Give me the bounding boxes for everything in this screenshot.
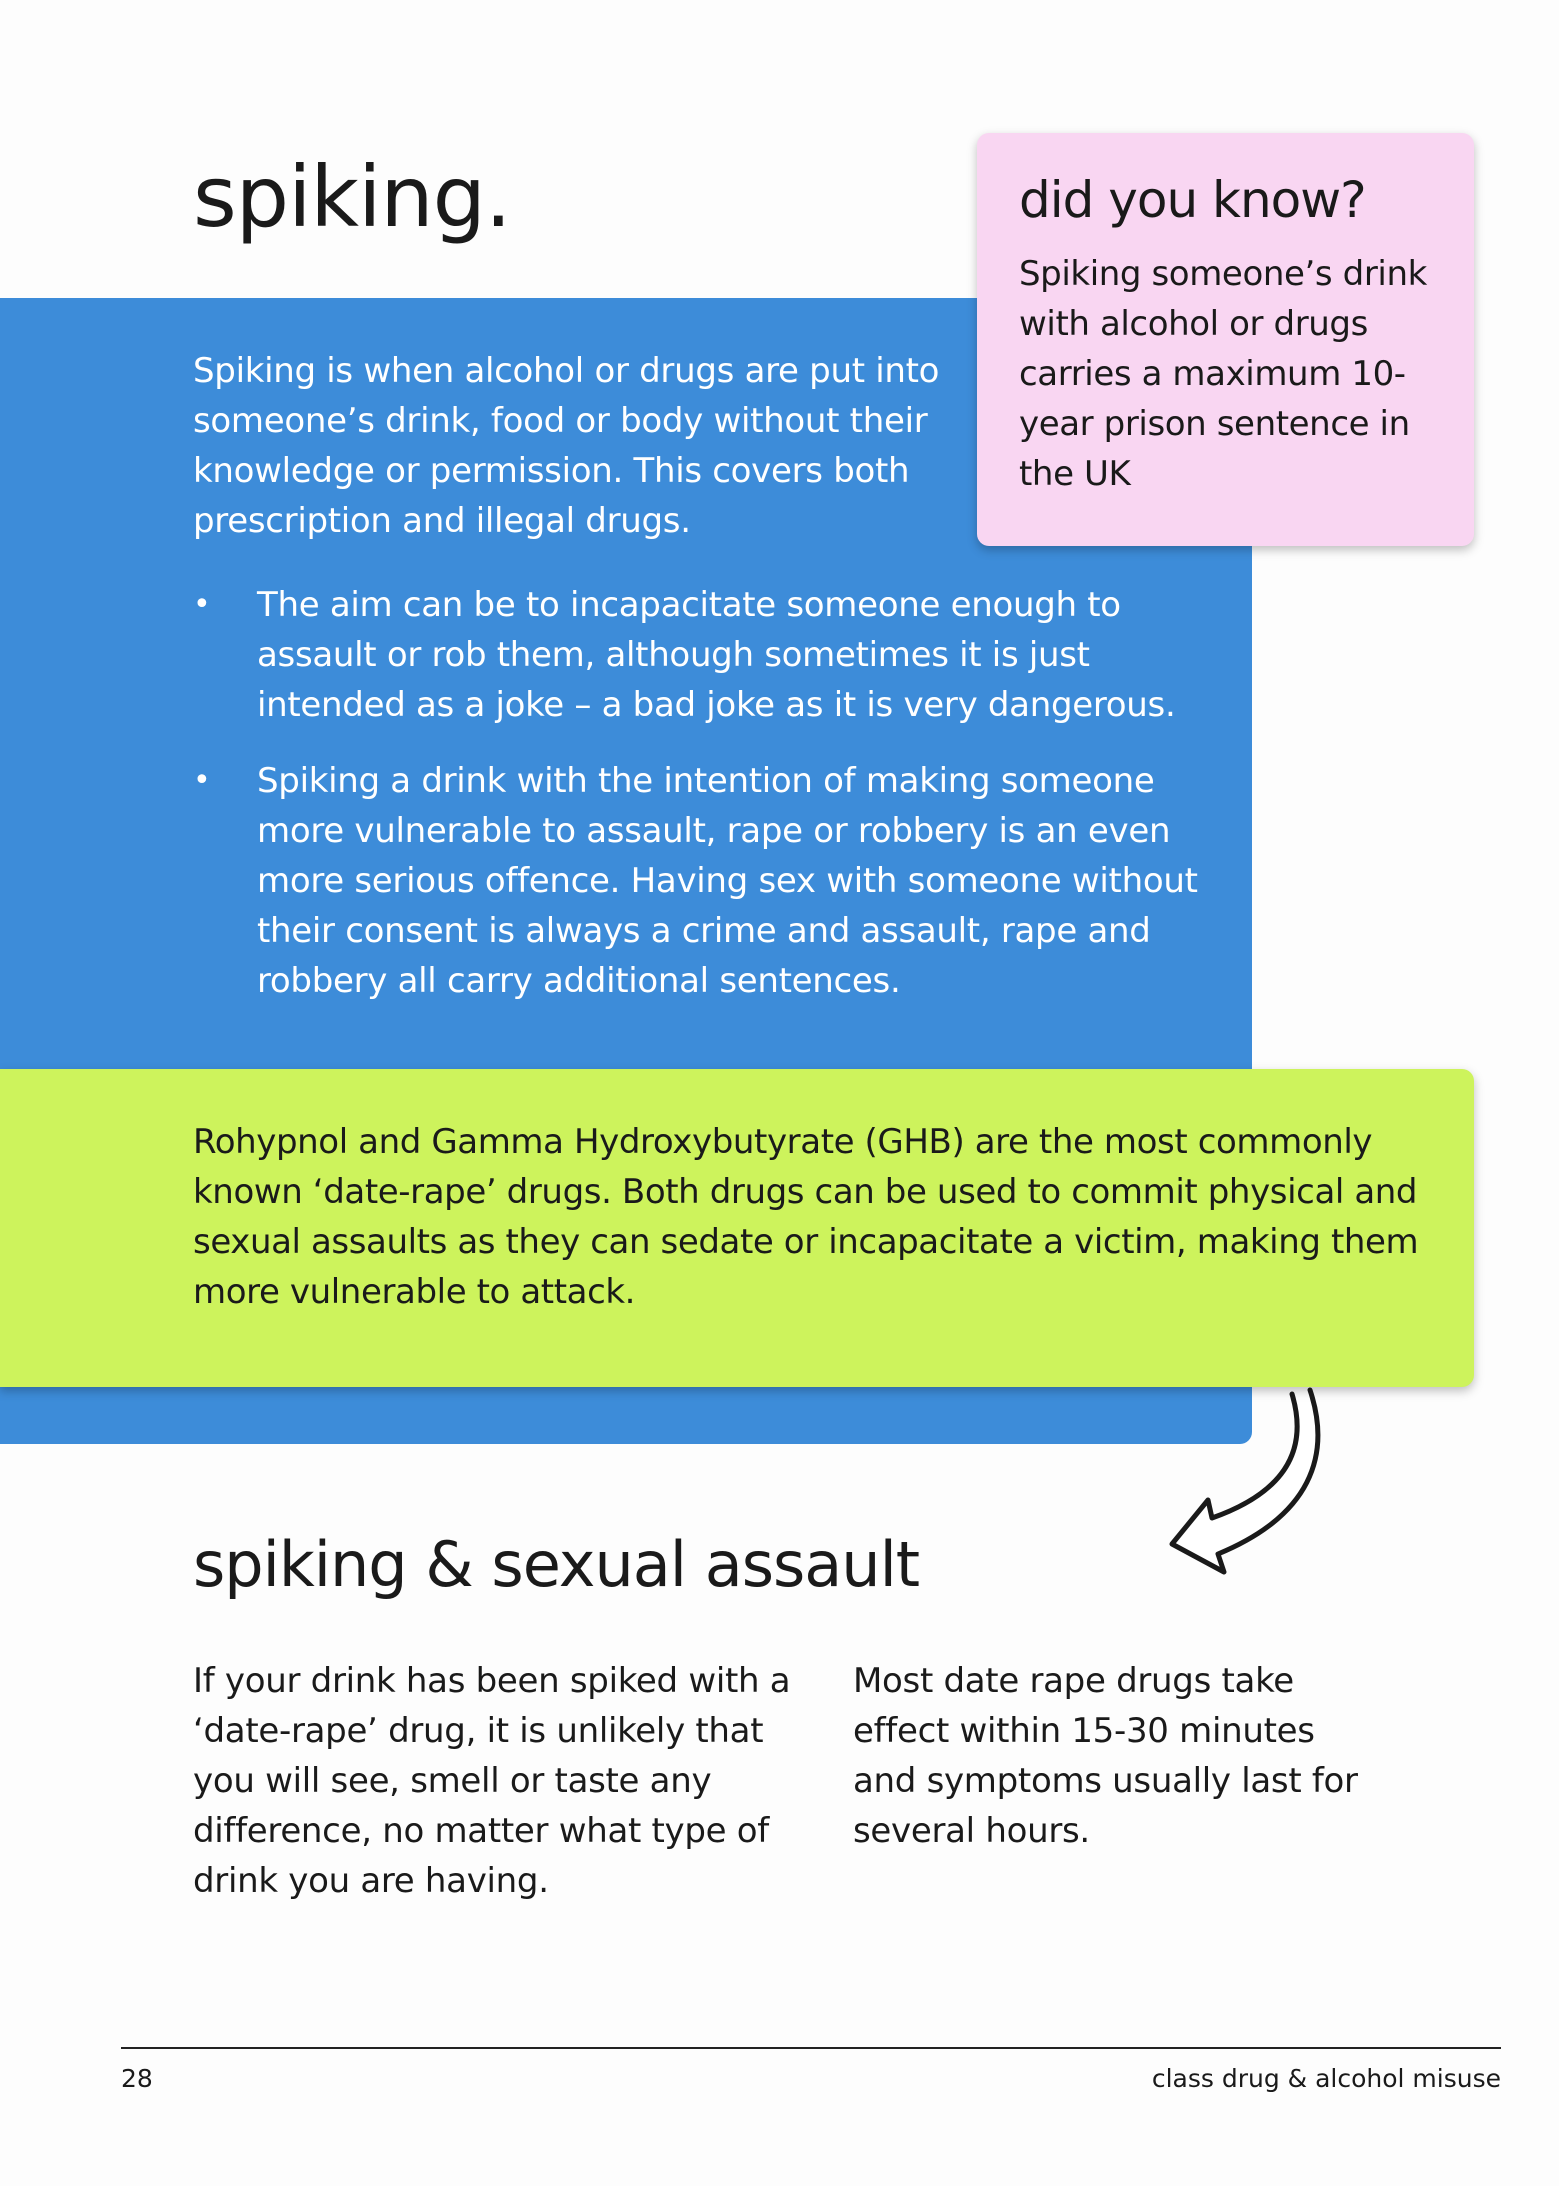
footer-divider <box>121 2047 1501 2049</box>
page-number: 28 <box>121 2064 153 2093</box>
did-you-know-text: Spiking someone’s drink with alcohol or drugs carries a maximum 10-year prison sentence in the UK <box>1019 254 1427 494</box>
intro-text: Spiking is when alcohol or drugs are put into someone’s drink, food or body without their knowledge or permission. This covers both prescription and illegal drugs. <box>193 351 940 541</box>
bullet-marker: • <box>193 763 211 798</box>
bullet-marker: • <box>193 587 211 622</box>
left-column-text: If your drink has been spiked with a ‘date-rape’ drug, it is unlikely that you will see, smell or taste any difference, no matter what type of drink you are having. <box>193 1661 791 1901</box>
section-heading: spiking & sexual assault <box>193 1528 920 1601</box>
date-rape-drugs-callout <box>0 1069 1474 1387</box>
footer-label: class drug & alcohol misuse <box>1151 2064 1501 2093</box>
callout-text: Rohypnol and Gamma Hydroxybutyrate (GHB) are the most commonly known ‘date-rape’ drugs. Both drugs can be used to commit physical and sexual assaults as they can sedate or incapacitate a victim, making them more vulnerable to attack. <box>193 1122 1419 1312</box>
did-you-know-title: did you know? <box>1019 171 1366 229</box>
bullet-text: Spiking a drink with the intention of making someone more vulnerable to assault, rape or robbery is an even more serious offence. Having sex with someone without their consent is always a crime and assault, rape and robbery all carry additional sentences. <box>257 761 1198 1001</box>
curved-arrow-icon <box>1160 1386 1330 1596</box>
did-you-know-box <box>977 133 1474 546</box>
bullet-text: The aim can be to incapacitate someone enough to assault or rob them, although sometimes it is just intended as a joke – a bad joke as it is very dangerous. <box>257 585 1176 725</box>
bullet-list <box>193 580 1233 1032</box>
right-column-text: Most date rape drugs take effect within 15-30 minutes and symptoms usually last for several hours. <box>853 1661 1358 1851</box>
list-item <box>193 580 1233 730</box>
page-title: spiking. <box>193 148 511 246</box>
list-item <box>193 756 1233 1006</box>
